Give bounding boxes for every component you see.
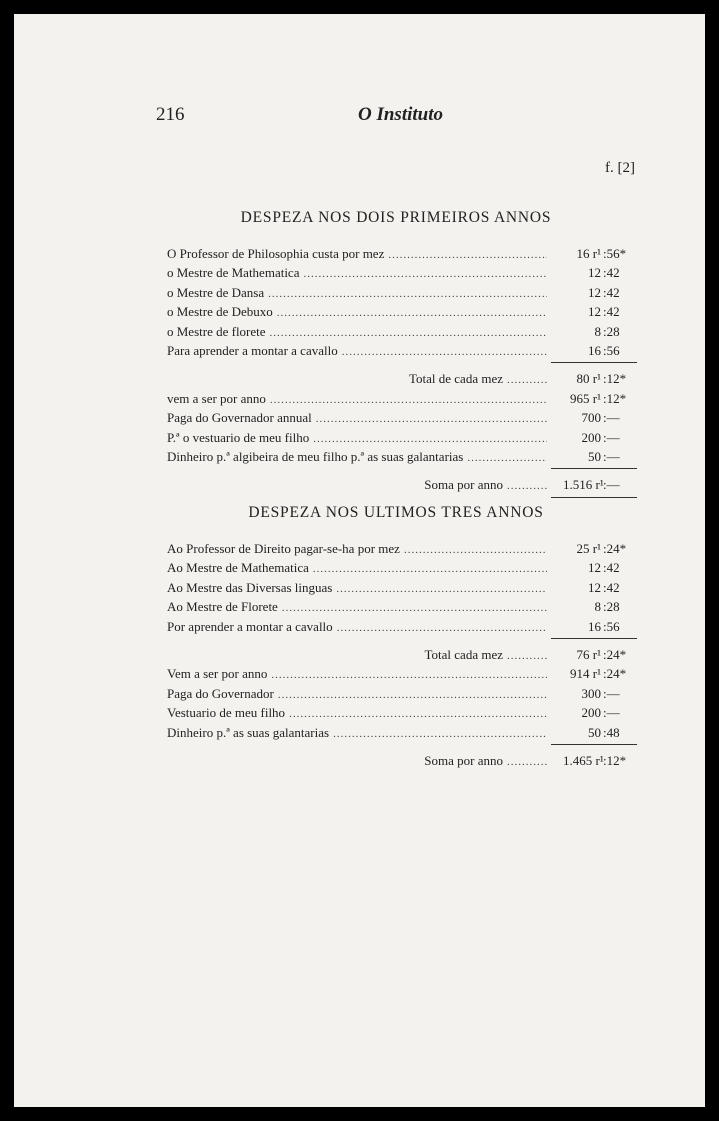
table-row: [167, 410, 637, 429]
spacer: [167, 745, 637, 753]
row-value-fraction: :12*: [603, 390, 627, 406]
row-label: Vestuario de meu filho: [167, 705, 286, 721]
sum-value-main: 1.465 r¹: [563, 752, 604, 768]
row-value-main: 12: [588, 284, 601, 300]
row-value-main: 300: [581, 685, 601, 701]
row-value-fraction: :24*: [603, 541, 627, 556]
running-head: O Instituto: [358, 104, 444, 125]
row-value-main: 12: [588, 265, 601, 281]
row-label: O Professor de Philosophia custa por mez: [167, 246, 385, 261]
dot-leader: [313, 433, 547, 445]
dot-leader: [278, 689, 547, 701]
row-label: Paga do Governador annual: [167, 410, 312, 426]
row-value-main: 50: [588, 448, 601, 464]
row-value-main: 8: [594, 599, 601, 615]
table-row: [167, 324, 637, 343]
table-row: [167, 285, 637, 304]
row-value-fraction: :28: [603, 599, 620, 615]
table-row: [167, 391, 637, 410]
table-row: [167, 246, 637, 265]
spacer: [167, 639, 637, 647]
expense-table-last-years: [167, 541, 637, 772]
table-row: [167, 725, 637, 744]
row-value-main: 200: [581, 705, 601, 721]
dot-leader: [271, 669, 547, 681]
row-value-main: 914 r¹: [570, 666, 601, 682]
table-row: [167, 430, 637, 449]
dot-leader: [282, 602, 547, 614]
row-value-main: 25 r¹: [576, 541, 601, 556]
dot-leader: [507, 374, 547, 386]
table-row: [167, 265, 637, 284]
row-value-main: 16: [588, 342, 601, 358]
table-row: [167, 599, 637, 618]
page-number: 216: [156, 104, 185, 125]
row-label: Vem a ser por anno: [167, 666, 268, 682]
dot-leader: [268, 288, 547, 300]
row-value-fraction: :42: [603, 560, 620, 576]
dot-leader: [313, 563, 547, 575]
table-row: [167, 304, 637, 323]
sum-rule: [551, 497, 637, 498]
row-label: Dinheiro p.ª algibeira de meu filho p.ª as suas galantarias: [167, 448, 464, 464]
row-label: vem a ser por anno: [167, 390, 266, 406]
row-value-main: 50: [588, 724, 601, 740]
total-value-fraction: :24*: [603, 646, 627, 662]
row-value-fraction: :42: [603, 265, 620, 281]
dot-leader: [277, 307, 547, 319]
document-page: [14, 14, 705, 1107]
dot-leader: [507, 756, 547, 768]
row-value-main: 200: [581, 429, 601, 445]
row-value-fraction: :56: [603, 342, 620, 358]
sum-value-fraction: :—: [603, 477, 620, 493]
row-label: o Mestre de Debuxo: [167, 304, 273, 320]
total-row: [167, 371, 637, 390]
row-value-main: 12: [588, 304, 601, 320]
row-label: Ao Mestre das Diversas linguas: [167, 579, 333, 595]
table-row: [167, 541, 637, 560]
row-value-fraction: :42: [603, 304, 620, 320]
table-row: [167, 560, 637, 579]
folio-reference: f. [2]: [605, 160, 635, 176]
dot-leader: [337, 622, 547, 634]
dot-leader: [270, 394, 547, 406]
table-row: [167, 705, 637, 724]
row-value-fraction: :—: [603, 705, 620, 721]
row-label: Por aprender a montar a cavallo: [167, 618, 333, 634]
row-value-main: 965 r¹: [570, 390, 601, 406]
sum-label: Soma por anno: [424, 477, 503, 493]
spacer: [167, 363, 637, 371]
dot-leader: [303, 268, 547, 280]
total-value-fraction: :12*: [603, 371, 627, 387]
total-value-main: 76 r¹: [576, 646, 601, 662]
dot-leader: [388, 249, 547, 261]
row-value-fraction: :—: [603, 429, 620, 445]
row-value-main: 16: [588, 618, 601, 634]
spacer: [167, 469, 637, 477]
total-value-main: 80 r¹: [576, 371, 601, 387]
table-row: [167, 686, 637, 705]
table-row: [167, 580, 637, 599]
dot-leader: [467, 452, 547, 464]
sum-value-fraction: :12*: [603, 752, 627, 768]
row-label: Ao Mestre de Florete: [167, 599, 278, 615]
dot-leader: [507, 480, 547, 492]
total-row: [167, 647, 637, 666]
dot-leader: [270, 327, 547, 339]
section-title-last-years: DESPEZA NOS ULTIMOS TRES ANNOS: [248, 504, 544, 521]
row-value-fraction: :—: [603, 685, 620, 701]
row-label: o Mestre de Mathematica: [167, 265, 300, 281]
row-value-fraction: :24*: [603, 666, 627, 682]
total-label: Total de cada mez: [408, 371, 503, 387]
sum-row: [167, 477, 637, 496]
dot-leader: [507, 650, 547, 662]
row-value-main: 16 r¹: [576, 246, 601, 261]
row-value-fraction: :42: [603, 284, 620, 300]
row-value-fraction: :56*: [603, 246, 627, 261]
sum-row: [167, 753, 637, 772]
row-value-fraction: :56: [603, 618, 620, 634]
dot-leader: [316, 413, 547, 425]
row-value-main: 12: [588, 560, 601, 576]
expense-table-first-years: [167, 246, 637, 498]
dot-leader: [289, 708, 547, 720]
row-value-fraction: :—: [603, 448, 620, 464]
table-row: [167, 449, 637, 468]
total-label: Total cada mez: [424, 646, 503, 662]
dot-leader: [333, 728, 547, 740]
table-row: [167, 619, 637, 638]
sum-value-main: 1.516 r¹: [563, 477, 604, 493]
row-label: Ao Professor de Direito pagar-se-ha por mez: [167, 541, 400, 556]
row-value-main: 700: [581, 410, 601, 426]
row-value-fraction: :48: [603, 724, 620, 740]
row-label: o Mestre de florete: [167, 323, 266, 339]
section-title-first-years: DESPEZA NOS DOIS PRIMEIROS ANNOS: [240, 209, 552, 226]
row-label: Para aprender a montar a cavallo: [167, 342, 338, 358]
row-value-main: 12: [588, 579, 601, 595]
row-value-fraction: :28: [603, 323, 620, 339]
row-value-fraction: :42: [603, 579, 620, 595]
row-value-main: 8: [594, 323, 601, 339]
table-row: [167, 343, 637, 362]
row-label: Paga do Governador: [167, 685, 274, 701]
dot-leader: [404, 544, 547, 556]
row-label: Ao Mestre de Mathematica: [167, 560, 309, 576]
row-label: P.ª o vestuario de meu filho: [167, 429, 310, 445]
row-label: o Mestre de Dansa: [167, 284, 265, 300]
table-row: [167, 666, 637, 685]
row-value-fraction: :—: [603, 410, 620, 426]
dot-leader: [342, 346, 547, 358]
sum-label: Soma por anno: [424, 752, 503, 768]
dot-leader: [336, 583, 547, 595]
row-label: Dinheiro p.ª as suas galantarias: [167, 724, 330, 740]
